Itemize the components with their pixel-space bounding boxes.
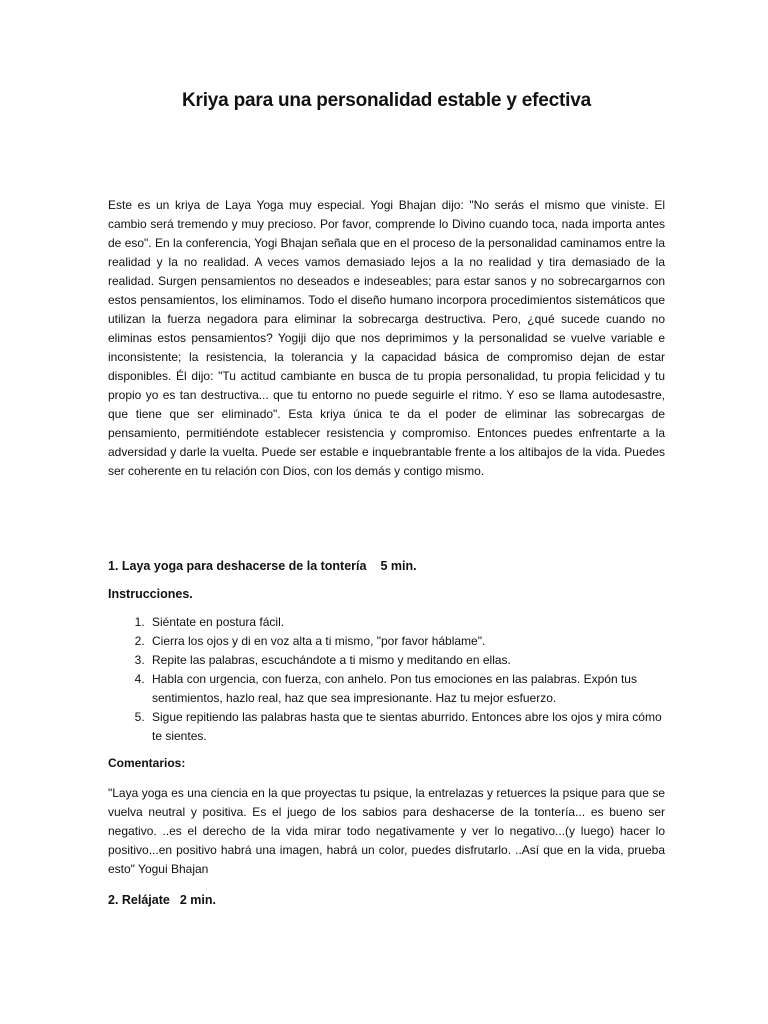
instructions-list: [108, 613, 665, 746]
section-2-duration: 2 min.: [179, 893, 216, 907]
document-title: Kriya para una personalidad estable y efectiva: [182, 90, 591, 111]
comment-quote: "Laya yoga es una ciencia en la que proyectas tu psique, la entrelazas y retuerces la psique para que se vuelva neutral y positiva. Es el juego de los sabios para deshacerse de la tontería... es bueno ser negativo. ..es el derecho de la vida mirar todo negativamente y ver lo negativo...(y luego) hacer lo positivo...en positivo habrá una imagen, habrá un color, puedes disfrutarlo. ..Así que en la vida, prueba esto" Yogui Bhajan: [108, 786, 665, 876]
list-item: 3. Repite las palabras, escuchándote a ti mismo y meditando en ellas.: [148, 651, 665, 670]
section-1-title: 1. Laya yoga para deshacerse de la tontería: [108, 559, 367, 573]
list-item: 2. Cierra los ojos y di en voz alta a ti mismo, "por favor háblame".: [148, 632, 665, 651]
list-item: 4. Habla con urgencia, con fuerza, con anhelo. Pon tus emociones en las palabras. Expón tus sentimientos, hazlo real, haz que sea impresionante. Haz tu mejor esfuerzo.: [148, 670, 665, 708]
section-1-heading: [108, 559, 665, 573]
list-item: 1. Siéntate en postura fácil.: [148, 613, 665, 632]
comments-label: Comentarios:: [108, 756, 186, 770]
intro-paragraph: Este es un kriya de Laya Yoga muy especial. Yogi Bhajan dijo: "No serás el mismo que viniste. El cambio será tremendo y muy precioso. Por favor, comprende lo Divino cuando toca, nada importa antes de eso". En la conferencia, Yogi Bhajan señala que en el proceso de la personalidad caminamos entre la realidad y la no realidad. A veces vamos demasiado lejos a la no realidad y tira demasiado de la realidad. Surgen pensamientos no deseados e indeseables; para estar sanos y no sobrecargarnos con estos pensamientos, los eliminamos. Todo el diseño humano incorpora procedimientos sistemáticos que utilizan la fuerza negadora para eliminar la sobrecarga destructiva. Pero, ¿qué sucede cuando no eliminas estos pensamientos? Yogiji dijo que nos deprimimos y la personalidad se vuelve variable e inconsistente; la resistencia, la tolerancia y la capacidad básica de compromiso dejan de estar disponibles. Él dijo: "Tu actitud cambiante en busca de tu propia personalidad, tu propia felicidad y tu propio yo es tan destructiva... que tu entorno no puede seguirle el ritmo. Y eso se llama autodesastre, que tiene que ser eliminado". Esta kriya única te da el poder de eliminar las sobrecargas de pensamiento, permitiéndote establecer resistencia y compromiso. Entonces puedes enfrentarte a la adversidad y darle la vuelta. Puede ser estable e inquebrantable frente a los altibajos de la vida. Puedes ser coherente en tu relación con Dios, con los demás y contigo mismo.: [108, 198, 665, 478]
instructions-label: Instrucciones.: [108, 587, 193, 601]
list-item: 5. Sigue repitiendo las palabras hasta que te sientas aburrido. Entonces abre los ojos y mira cómo te sientes.: [148, 708, 665, 746]
section-2-heading: [108, 893, 665, 907]
section-2-title: 2. Relájate: [108, 893, 170, 907]
section-1-duration: 5 min.: [380, 559, 417, 573]
